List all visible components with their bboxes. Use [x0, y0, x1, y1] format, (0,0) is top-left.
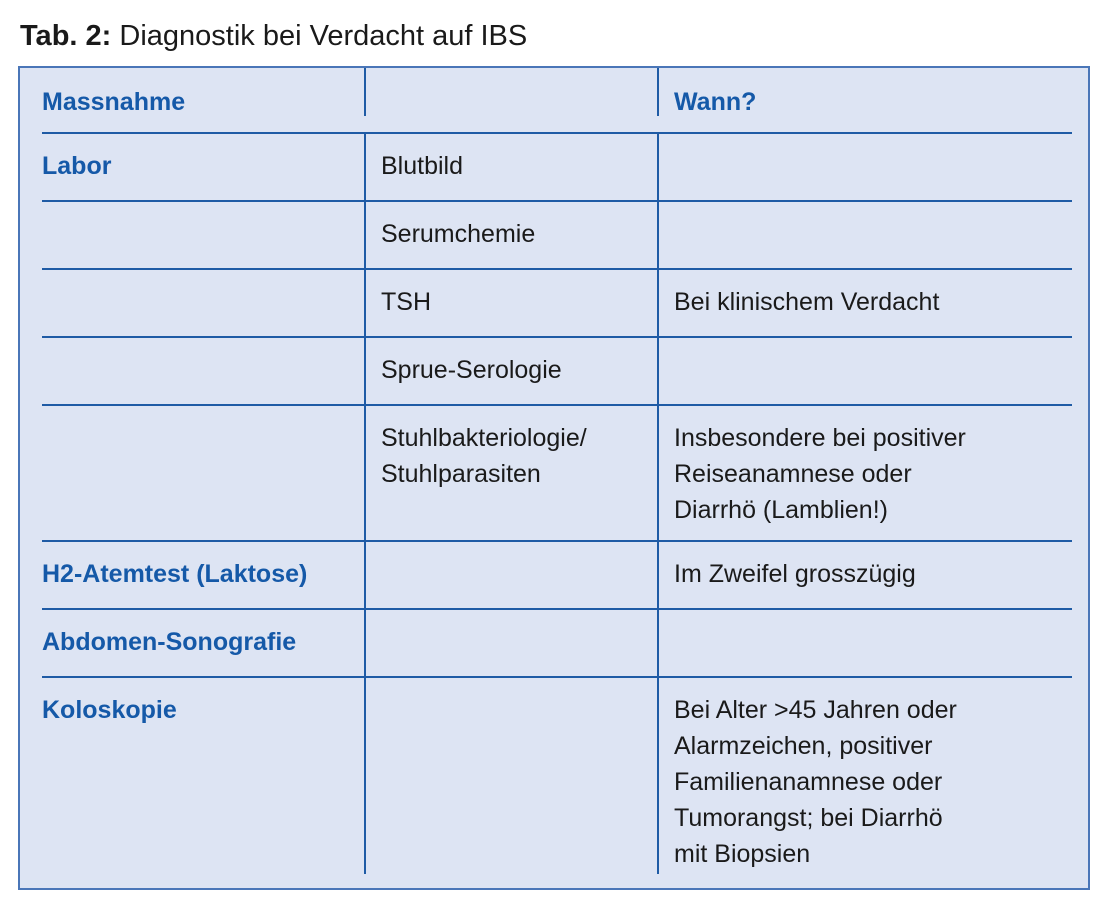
cell-wann-line: Bei Alter >45 Jahren oder [674, 696, 957, 724]
cell-wann [657, 678, 1072, 874]
caption-label: Tab. 2: [20, 20, 112, 52]
cell-detail-line: Stuhlbakteriologie/ [381, 424, 587, 452]
cell-detail [364, 134, 657, 200]
cell-wann [657, 338, 1072, 404]
table-row [42, 540, 1072, 608]
table-row [42, 200, 1072, 268]
cell-wann-line: mit Biopsien [674, 840, 811, 868]
header-massnahme: Massnahme [42, 88, 186, 116]
cell-wann-line: Diarrhö (Lamblien!) [674, 496, 888, 524]
table-header-row [42, 68, 1072, 132]
cell-wann [657, 542, 1072, 608]
header-detail [364, 68, 657, 116]
table-row [42, 336, 1072, 404]
cell-massnahme: Abdomen-Sonografie [42, 628, 297, 656]
header-wann: Wann? [657, 68, 1072, 116]
cell-wann [657, 406, 1072, 540]
table-row [42, 268, 1072, 336]
table-panel [18, 66, 1090, 890]
cell-massnahme [42, 270, 364, 336]
cell-massnahme [42, 338, 364, 404]
table-row [42, 608, 1072, 676]
cell-wann [657, 270, 1072, 336]
cell-detail [364, 338, 657, 404]
cell-massnahme: Labor [42, 152, 112, 180]
cell-wann [657, 134, 1072, 200]
cell-wann-line: Im Zweifel grosszügig [674, 560, 916, 588]
caption-title: Diagnostik bei Verdacht auf IBS [119, 20, 528, 52]
cell-wann-line: Bei klinischem Verdacht [674, 288, 940, 316]
cell-wann-line: Familienanamnese oder [674, 768, 943, 796]
cell-wann-line: Insbesondere bei positiver [674, 424, 966, 452]
cell-massnahme [42, 406, 364, 540]
table-row [42, 404, 1072, 540]
cell-detail [364, 610, 657, 676]
cell-detail [364, 202, 657, 268]
table-row [42, 676, 1072, 874]
cell-massnahme [42, 202, 364, 268]
cell-detail-line: Blutbild [381, 152, 463, 180]
cell-detail [364, 270, 657, 336]
cell-wann-line: Reiseanamnese oder [674, 460, 912, 488]
cell-wann-line: Alarmzeichen, positiver [674, 732, 933, 760]
cell-detail [364, 406, 657, 540]
cell-wann [657, 610, 1072, 676]
cell-wann-line: Tumorangst; bei Diarrhö [674, 804, 943, 832]
cell-massnahme: Koloskopie [42, 696, 177, 724]
cell-detail [364, 678, 657, 874]
diagnostics-table [42, 68, 1072, 874]
table-row [42, 132, 1072, 200]
cell-massnahme: H2-Atemtest (Laktose) [42, 560, 308, 588]
cell-detail-line: Serumchemie [381, 220, 536, 248]
cell-wann [657, 202, 1072, 268]
cell-detail [364, 542, 657, 608]
table-caption [20, 18, 527, 54]
cell-detail-line: Stuhlparasiten [381, 460, 541, 488]
cell-detail-line: TSH [381, 288, 431, 316]
cell-detail-line: Sprue-Serologie [381, 356, 562, 384]
